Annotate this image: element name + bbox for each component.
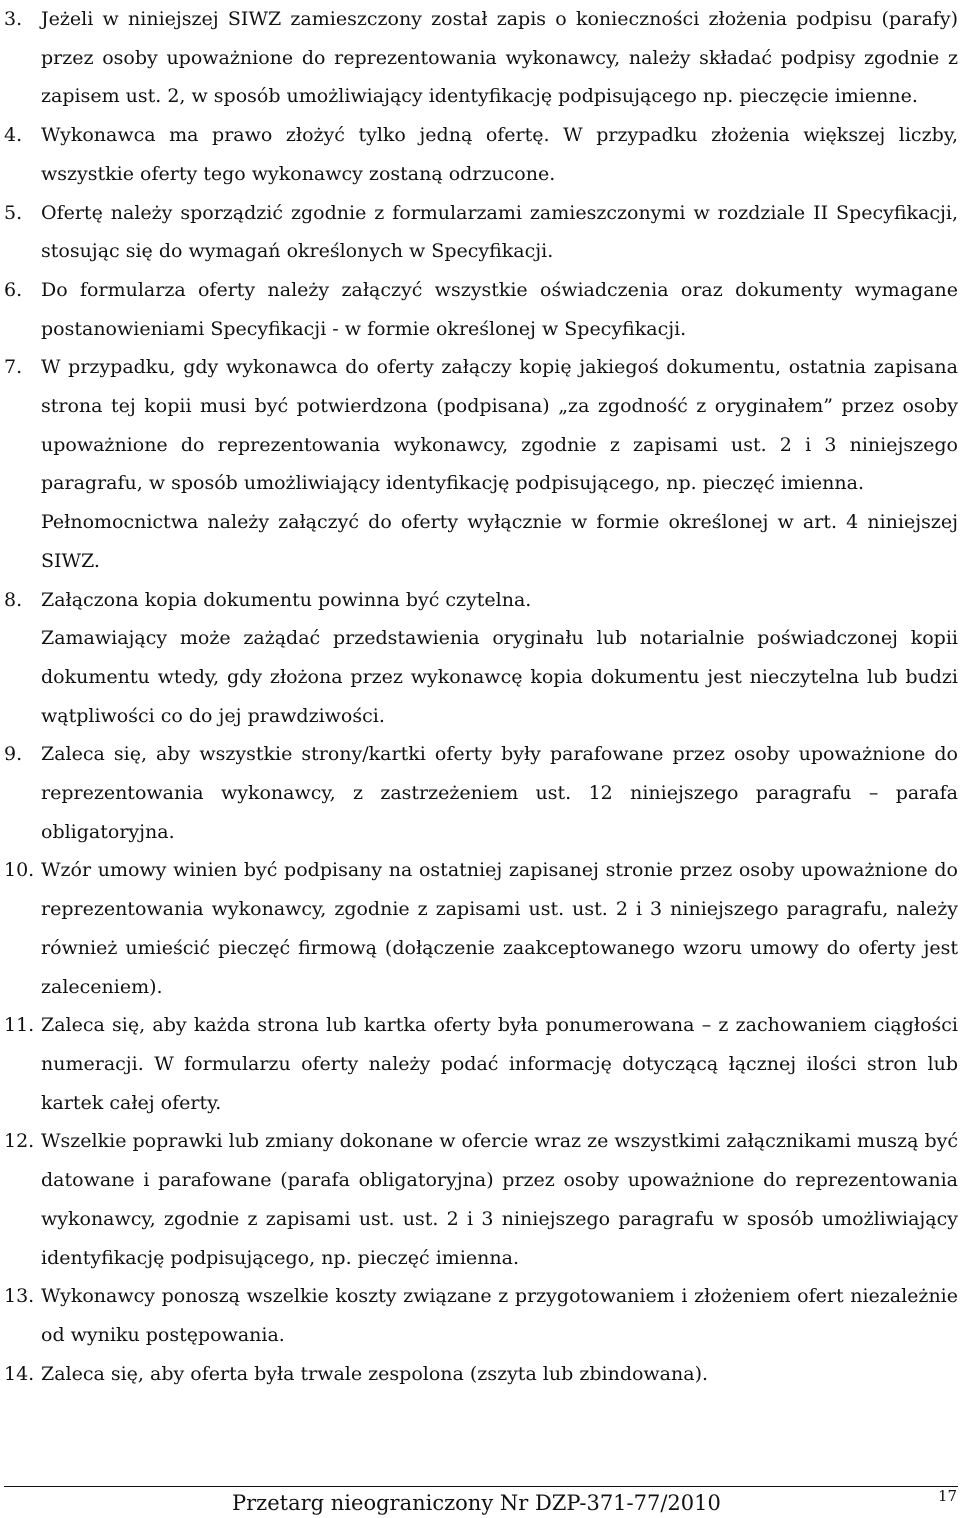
item-number: 6. — [4, 278, 23, 301]
item-paragraph: Jeżeli w niniejszej SIWZ zamieszczony został zapis o konieczności złożenia podpisu (parafy) przez osoby upoważnione do reprezentowania wykonawcy, należy składać podpisy zgodnie z zapisem ust. 2, w sposób umożliwiający identyfikację podpisującego np. pieczęcie imienne. — [41, 8, 958, 108]
item-body — [41, 581, 958, 736]
item-number: 7. — [4, 356, 23, 379]
list-item — [4, 1355, 958, 1394]
item-paragraph: Ofertę należy sporządzić zgodnie z formularzami zamieszczonymi w rozdziale II Specyfikacji, stosując się do wymagań określonych w Specyfikacji. — [41, 201, 958, 263]
list-item — [4, 194, 958, 271]
item-number: 12. — [4, 1130, 35, 1153]
item-paragraph: Zaleca się, aby oferta była trwale zespolona (zszyta lub zbindowana). — [41, 1362, 709, 1385]
item-number: 9. — [4, 743, 23, 766]
footer-title: Przetarg nieograniczony Nr DZP-371-77/2010 — [232, 1491, 721, 1515]
item-paragraph: Zaleca się, aby wszystkie strony/kartki oferty były parafowane przez osoby upoważnione do reprezentowania wykonawcy, z zastrzeżeniem ust. 12 niniejszego paragrafu – parafa obligatoryjna. — [41, 743, 958, 843]
item-body — [41, 735, 958, 851]
list-item — [4, 1277, 958, 1354]
page-number: 17 — [938, 1487, 958, 1505]
item-paragraph: W przypadku, gdy wykonawca do oferty załączy kopię jakiegoś dokumentu, ostatnia zapisana strona tej kopii musi być potwierdzona (podpisana) „za zgodność z oryginałem” przez osoby upoważnione do reprezentowania wykonawcy, zgodnie z zapisami ust. 2 i 3 niniejszego paragrafu, w sposób umożliwiający identyfikację podpisującego, np. pieczęć imienna. — [41, 356, 958, 495]
list-item — [4, 581, 958, 736]
list-item — [4, 851, 958, 1006]
item-paragraph: Pełnomocnictwa należy załączyć do oferty wyłącznie w formie określonej w art. 4 niniejszej SIWZ. — [41, 511, 958, 572]
item-body — [41, 271, 958, 348]
list-item — [4, 271, 958, 348]
item-number: 10. — [4, 859, 35, 882]
item-paragraph: Wszelkie poprawki lub zmiany dokonane w ofercie wraz ze wszystkimi załącznikami muszą być datowane i parafowane (parafa obligatoryjna) przez osoby upoważnione do reprezentowania wykonawcy, zgodnie z zapisami ust. ust. 2 i 3 niniejszego paragrafu w sposób umożliwiający identyfikację podpisującego, np. pieczęć imienna. — [41, 1130, 958, 1269]
item-body — [41, 851, 958, 1006]
item-number: 4. — [4, 124, 23, 147]
item-body — [41, 348, 958, 580]
item-paragraph: Do formularza oferty należy załączyć wszystkie oświadczenia oraz dokumenty wymagane postanowieniami Specyfikacji - w formie określonej w Specyfikacji. — [41, 278, 958, 340]
item-paragraph: Zaleca się, aby każda strona lub kartka oferty była ponumerowana – z zachowaniem ciągłości numeracji. W formularzu oferty należy podać informację dotyczącą łącznej ilości stron lub kartek całej oferty. — [41, 1014, 958, 1114]
item-paragraph: Załączona kopia dokumentu powinna być czytelna. — [41, 588, 532, 611]
item-body — [41, 1355, 958, 1394]
item-number: 14. — [4, 1362, 35, 1385]
item-paragraph: Wykonawcy ponoszą wszelkie koszty związane z przygotowaniem i złożeniem ofert niezależnie od wyniku postępowania. — [41, 1285, 958, 1346]
item-number: 5. — [4, 201, 23, 224]
list-item — [4, 1122, 958, 1277]
list-item — [4, 0, 958, 116]
item-body — [41, 116, 958, 193]
item-paragraph: Wzór umowy winien być podpisany na ostatniej zapisanej stronie przez osoby upoważnione do reprezentowania wykonawcy, zgodnie z zapisami ust. ust. 2 i 3 niniejszego paragrafu, należy również umieścić pieczęć firmową (dołączenie zaakceptowanego wzoru umowy do oferty jest zaleceniem). — [41, 859, 958, 998]
item-number: 13. — [4, 1285, 35, 1308]
document-page — [4, 0, 958, 1518]
item-number: 11. — [4, 1014, 35, 1037]
list-item — [4, 735, 958, 851]
item-body — [41, 194, 958, 271]
numbered-list — [4, 0, 958, 1393]
item-body — [41, 1122, 958, 1277]
item-paragraph: Zamawiający może zażądać przedstawienia oryginału lub notarialnie poświadczonej kopii dokumentu wtedy, gdy złożona przez wykonawcę kopia dokumentu jest nieczytelna lub budzi wątpliwości co do jej prawdziwości. — [41, 627, 958, 727]
item-body — [41, 0, 958, 116]
item-paragraph: Wykonawca ma prawo złożyć tylko jedną ofertę. W przypadku złożenia większej liczby, wszystkie oferty tego wykonawcy zostaną odrzucone. — [41, 124, 958, 185]
footer-divider — [4, 1486, 958, 1487]
list-item — [4, 116, 958, 193]
item-body — [41, 1006, 958, 1122]
list-item — [4, 1006, 958, 1122]
item-number: 8. — [4, 588, 23, 611]
item-body — [41, 1277, 958, 1354]
list-item — [4, 348, 958, 580]
item-number: 3. — [4, 8, 23, 30]
